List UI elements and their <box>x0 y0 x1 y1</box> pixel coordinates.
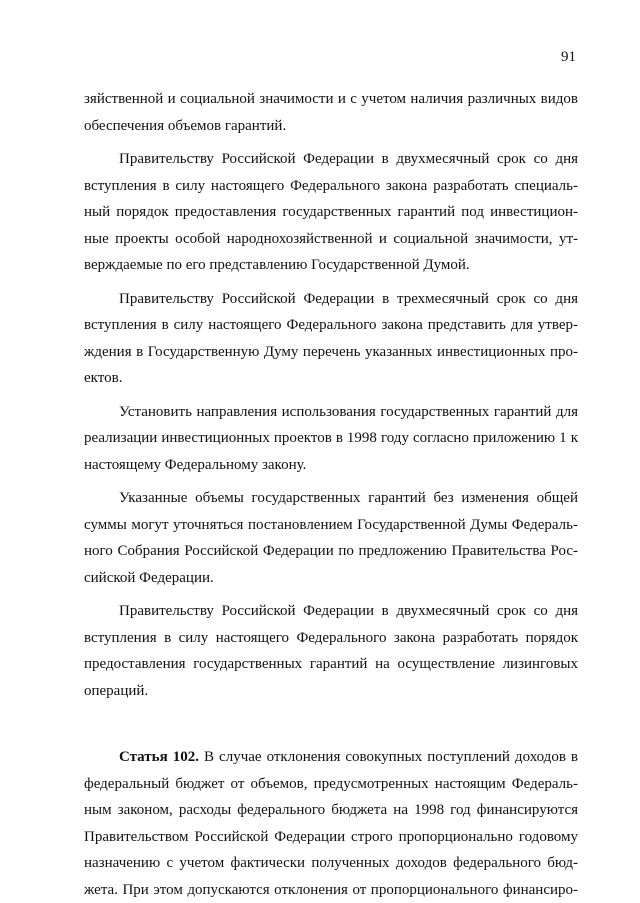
text-line: ного Собрания Российской Федерации по предложению Правительства Рос- <box>84 538 578 565</box>
text-line: жета. При этом допускаются отклонения от пропорционального финансиро- <box>84 877 578 903</box>
text-line: вступления в силу настоящего Федерального закона разработать специаль- <box>84 173 578 200</box>
article-102 <box>84 744 578 903</box>
text-line: операций. <box>84 678 578 705</box>
article-text-start: В случае отклонения совокупных поступлений доходов в <box>199 749 578 765</box>
text-line <box>84 744 578 771</box>
text-line: назначению с учетом фактически полученных доходов федерального бюд- <box>84 850 578 877</box>
text-line: вступления в силу настоящего Федерального закона представить для утвер- <box>84 312 578 339</box>
text-line: сийской Федерации. <box>84 565 578 592</box>
text-line: Установить направления использования государственных гарантий для <box>84 399 578 426</box>
text-line: Правительством Российской Федерации строго пропорционально годовому <box>84 824 578 851</box>
text-line: ектов. <box>84 365 578 392</box>
paragraph-guarantee-amounts <box>84 485 578 591</box>
page-number: 91 <box>540 47 576 67</box>
text-line: Правительству Российской Федерации в трехмесячный срок со дня <box>84 286 578 313</box>
paragraph-leasing-guarantees <box>84 598 578 704</box>
text-line: Правительству Российской Федерации в двухмесячный срок со дня <box>84 598 578 625</box>
text-line: Указанные объемы государственных гарантий без изменения общей <box>84 485 578 512</box>
paragraph-continuation <box>84 86 578 139</box>
text-line: вступления в силу настоящего Федерального закона разработать порядок <box>84 625 578 652</box>
paragraph-project-list <box>84 286 578 392</box>
text-line: настоящему Федеральному закону. <box>84 452 578 479</box>
text-line: верждаемые по его представлению Государственной Думой. <box>84 252 578 279</box>
paragraph-special-guarantee-procedure <box>84 146 578 279</box>
paragraph-guarantee-directions <box>84 399 578 479</box>
text-line: федеральный бюджет от объемов, предусмотренных настоящим Федераль- <box>84 771 578 798</box>
text-line: суммы могут уточняться постановлением Государственной Думы Федераль- <box>84 512 578 539</box>
text-line: ные проекты особой народнохозяйственной и социальной значимости, ут- <box>84 226 578 253</box>
text-line: ный порядок предоставления государственных гарантий под инвестицион- <box>84 199 578 226</box>
text-line: предоставления государственных гарантий на осуществление лизинговых <box>84 651 578 678</box>
document-body <box>84 86 578 903</box>
text-line: ным законом, расходы федерального бюджета на 1998 год финансируются <box>84 797 578 824</box>
article-label: Статья 102. <box>119 749 199 765</box>
text-line: обеспечения объемов гарантий. <box>84 113 578 140</box>
text-line: Правительству Российской Федерации в двухмесячный срок со дня <box>84 146 578 173</box>
text-line: ждения в Государственную Думу перечень указанных инвестиционных про- <box>84 339 578 366</box>
text-line: реализации инвестиционных проектов в 1998 году согласно приложению 1 к <box>84 425 578 452</box>
text-line: зяйственной и социальной значимости и с учетом наличия различных видов <box>84 86 578 113</box>
